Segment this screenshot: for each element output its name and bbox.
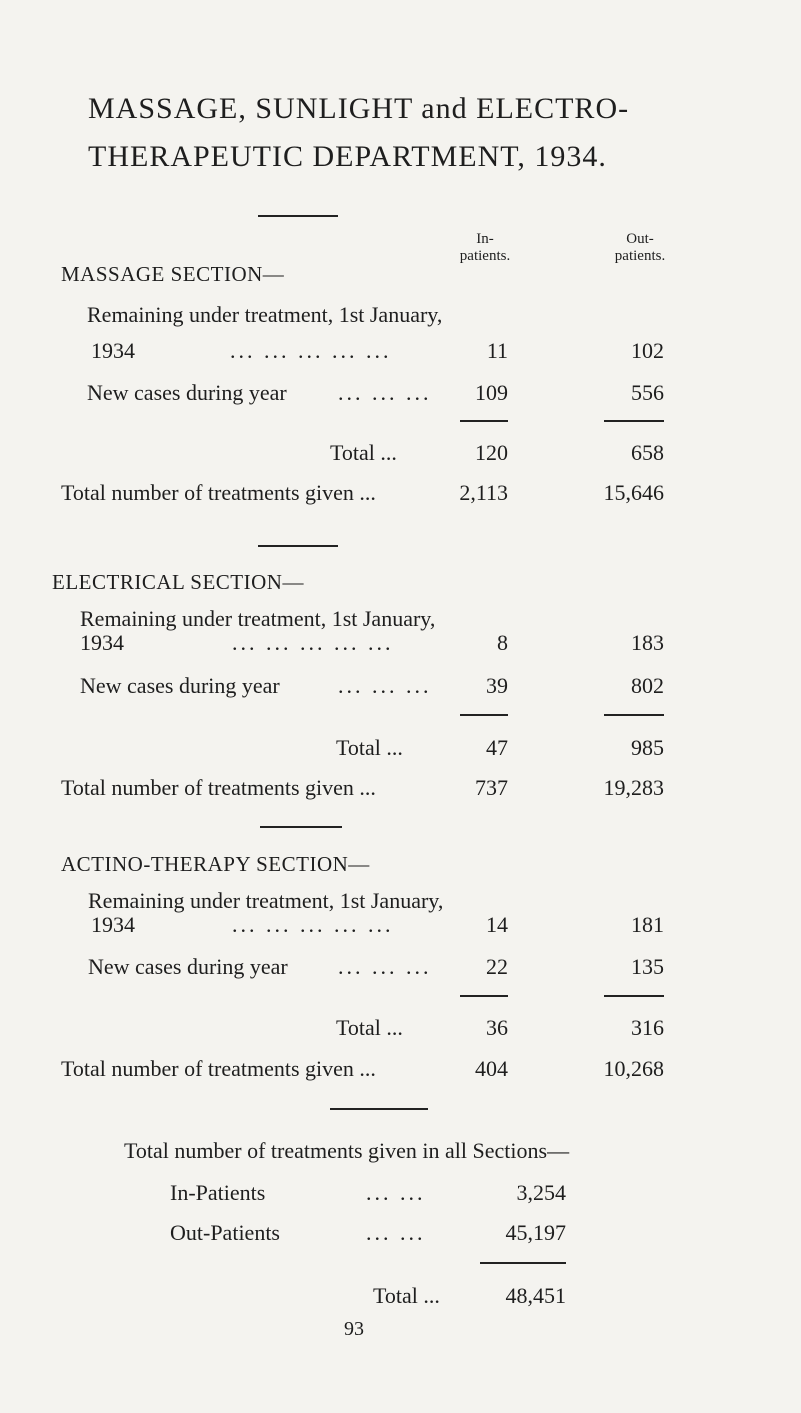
actino-remaining-year: 1934 bbox=[91, 912, 135, 937]
separator-rule bbox=[258, 545, 338, 547]
actino-section-heading: ACTINO-THERAPY SECTION— bbox=[61, 852, 370, 876]
sum-rule bbox=[604, 714, 664, 716]
electrical-remaining-out: 183 bbox=[631, 630, 664, 655]
electrical-new-label: New cases during year bbox=[80, 673, 280, 698]
actino-total-out: 316 bbox=[631, 1015, 664, 1040]
summary-out-patients-value: 45,197 bbox=[505, 1220, 566, 1245]
electrical-treatments-label: Total number of treatments given ... bbox=[61, 775, 376, 800]
dot-leader: ... ... ... bbox=[338, 380, 432, 405]
sum-rule bbox=[460, 714, 508, 716]
actino-total-label: Total ... bbox=[336, 1015, 403, 1040]
summary-total-value: 48,451 bbox=[505, 1283, 566, 1308]
separator-rule bbox=[258, 215, 338, 217]
dot-leader: ... ... ... ... ... bbox=[232, 630, 394, 655]
electrical-remaining-year: 1934 bbox=[80, 630, 124, 655]
title-line-2: THERAPEUTIC DEPARTMENT, 1934. bbox=[88, 140, 607, 173]
sum-rule bbox=[460, 420, 508, 422]
actino-treatments-out: 10,268 bbox=[603, 1056, 664, 1081]
electrical-new-out: 802 bbox=[631, 673, 664, 698]
page-number: 93 bbox=[344, 1318, 364, 1340]
electrical-remaining-label: Remaining under treatment, 1st January, bbox=[80, 606, 436, 631]
massage-total-label: Total ... bbox=[330, 440, 397, 465]
summary-total-label: Total ... bbox=[373, 1283, 440, 1308]
massage-remaining-out: 102 bbox=[631, 338, 664, 363]
summary-in-patients-value: 3,254 bbox=[516, 1180, 566, 1205]
massage-remaining-in: 11 bbox=[486, 338, 508, 363]
massage-new-out: 556 bbox=[631, 380, 664, 405]
actino-new-in: 22 bbox=[486, 954, 508, 979]
dot-leader: ... ... bbox=[366, 1180, 426, 1205]
electrical-total-label: Total ... bbox=[336, 735, 403, 760]
col-header-in-patients: In- patients. bbox=[459, 231, 511, 264]
massage-remaining-year: 1934 bbox=[91, 338, 135, 363]
massage-remaining-label: Remaining under treatment, 1st January, bbox=[87, 302, 443, 327]
massage-treatments-in: 2,113 bbox=[459, 480, 508, 505]
sum-rule bbox=[604, 995, 664, 997]
massage-total-in: 120 bbox=[475, 440, 508, 465]
dot-leader: ... ... ... ... ... bbox=[230, 338, 392, 363]
actino-new-out: 135 bbox=[631, 954, 664, 979]
electrical-remaining-in: 8 bbox=[497, 630, 508, 655]
actino-treatments-label: Total number of treatments given ... bbox=[61, 1056, 376, 1081]
actino-remaining-label: Remaining under treatment, 1st January, bbox=[88, 888, 444, 913]
electrical-total-in: 47 bbox=[486, 735, 508, 760]
massage-section-heading: MASSAGE SECTION— bbox=[61, 262, 285, 286]
summary-in-patients-label: In-Patients bbox=[170, 1180, 266, 1205]
separator-rule bbox=[330, 1108, 428, 1110]
dot-leader: ... ... ... bbox=[338, 673, 432, 698]
electrical-treatments-in: 737 bbox=[475, 775, 508, 800]
massage-new-in: 109 bbox=[475, 380, 508, 405]
title-line-1: MASSAGE, SUNLIGHT and ELECTRO- bbox=[88, 92, 630, 125]
summary-out-patients-label: Out-Patients bbox=[170, 1220, 280, 1245]
electrical-section-heading: ELECTRICAL SECTION— bbox=[52, 570, 304, 594]
separator-rule bbox=[260, 826, 342, 828]
dot-leader: ... ... bbox=[366, 1220, 426, 1245]
actino-total-in: 36 bbox=[486, 1015, 508, 1040]
actino-remaining-out: 181 bbox=[631, 912, 664, 937]
massage-total-out: 658 bbox=[631, 440, 664, 465]
massage-treatments-label: Total number of treatments given ... bbox=[61, 480, 376, 505]
actino-new-label: New cases during year bbox=[88, 954, 288, 979]
electrical-total-out: 985 bbox=[631, 735, 664, 760]
massage-treatments-out: 15,646 bbox=[603, 480, 664, 505]
sum-rule bbox=[460, 995, 508, 997]
sum-rule bbox=[604, 420, 664, 422]
electrical-new-in: 39 bbox=[486, 673, 508, 698]
actino-remaining-in: 14 bbox=[486, 912, 508, 937]
sum-rule bbox=[480, 1262, 566, 1264]
electrical-treatments-out: 19,283 bbox=[603, 775, 664, 800]
actino-treatments-in: 404 bbox=[475, 1056, 508, 1081]
massage-new-label: New cases during year bbox=[87, 380, 287, 405]
col-header-out-patients: Out- patients. bbox=[614, 231, 666, 264]
dot-leader: ... ... ... ... ... bbox=[232, 912, 394, 937]
summary-heading: Total number of treatments given in all Sections— bbox=[124, 1138, 570, 1163]
dot-leader: ... ... ... bbox=[338, 954, 432, 979]
